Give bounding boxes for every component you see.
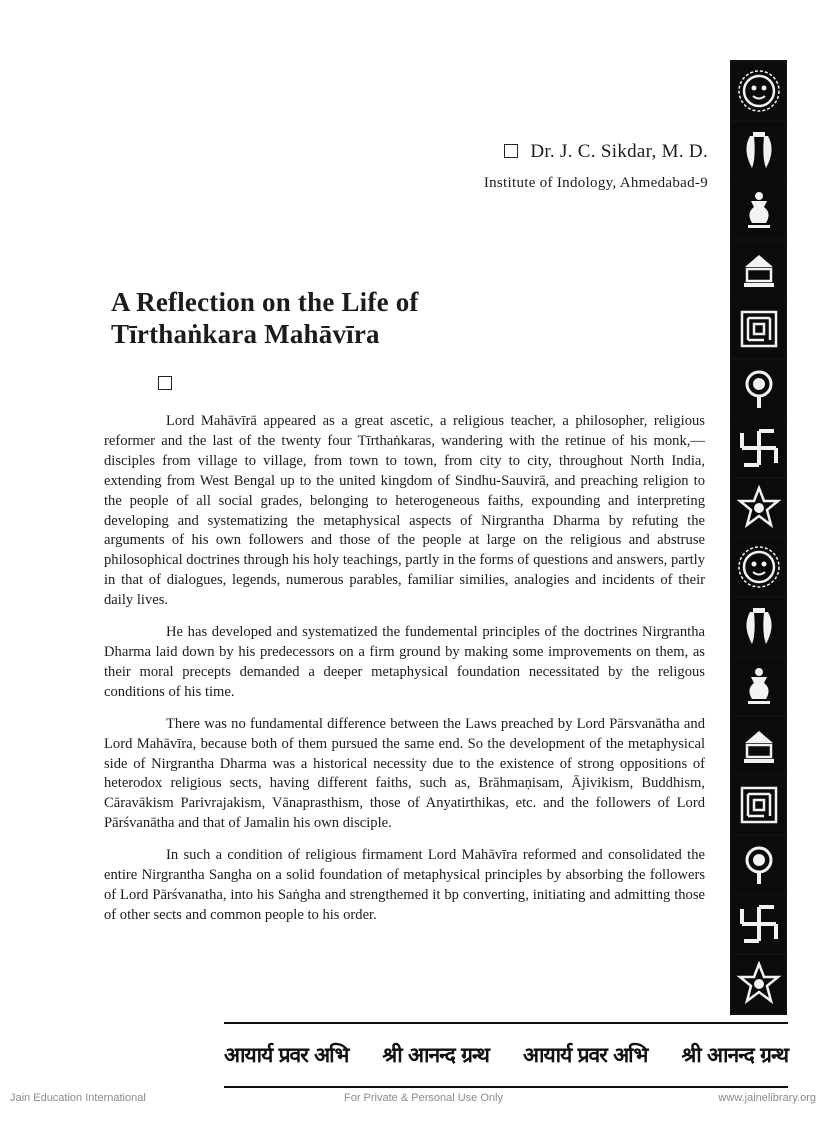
face-icon — [736, 68, 782, 114]
nandyavarta-icon — [736, 782, 782, 828]
paragraph: In such a condition of religious firmament Lord Mahāvīra reformed and consolidated the entire Nirgrantha Sangha on a solid foundation of metaphysical principles by absorbing the followers of Lord Pārśvanatha, into his Saṅgha and strengthemed it bp converting, initiating and admitting those of other sects and common people to his order. — [104, 847, 705, 923]
auspicious-symbols-border — [730, 60, 787, 1015]
author-name: Dr. J. C. Sikdar, M. D. — [530, 141, 708, 162]
border-tile — [732, 62, 785, 120]
banner-segment: आयार्य प्रवर अभि — [523, 1043, 648, 1067]
vase-icon — [736, 187, 782, 233]
banner-segment: श्री आनन्द ग्रन्थ — [681, 1043, 788, 1067]
author-line — [484, 141, 708, 163]
footer-left-text: Jain Education International — [10, 1092, 146, 1104]
paragraph: There was no fundamental difference between the Laws preached by Lord Pārsvanātha and Lord Mahāvīra, because both of them pursued the same end. So the development of the metaphysical side of Nirgrantha Dharma was a historical necessity due to the existence of strong oppositions of heterodox religious sects, having different faiths, such as, Brāhmaṇisam, Ājivikism, Buddhism, Cāravākism Parivrajakism, Vānaprasthism, those of Anyatirthikas, etc. and the followers of Lord Pārśvanātha and that of Jamalin his own disciple. — [104, 715, 705, 832]
title-line-2: Tīrthaṅkara Mahāvīra — [111, 319, 380, 349]
title-line-1: A Reflection on the Life of — [111, 287, 419, 317]
fish-pair-icon — [736, 128, 782, 174]
border-tile — [732, 181, 785, 239]
banner-segment: आयार्य प्रवर अभि — [224, 1043, 349, 1067]
border-tile — [732, 479, 785, 537]
star-icon — [736, 485, 782, 531]
paragraph: He has developed and systematized the fundemental principles of the doctrines Nirgrantha Dharma laid down by his predecessors on a firm ground by making some improvements on them, as their moral precepts demanded a deeper metaphysical foundation necessitated by the religous conditions of his time. — [104, 624, 705, 700]
border-tile — [732, 955, 785, 1013]
square-ornament-icon — [158, 376, 172, 390]
fish-pair-icon — [736, 604, 782, 650]
banner-segment: श्री आनन्द ग्रन्थ — [382, 1043, 489, 1067]
border-tile — [732, 300, 785, 358]
border-tile — [732, 241, 785, 299]
border-tile — [732, 776, 785, 834]
border-tile — [732, 895, 785, 953]
throne-icon — [736, 723, 782, 769]
paragraph: Lord Mahāvīrā appeared as a great ascetic, a religious teacher, a philosopher, religious reformer and the last of the twenty four Tīrthaṅkaras, wandering with the retinue of his monk,—disciples from village to village, from town to town, from city to city, throughout North India, extending from West Bengal up to the united kingdom of Sindhu-Sauvirā, and preaching religion to the people of all social grades, belonging to heterogeneous faiths, expounding and interpreting developing and systematizing the metaphysical aspects of Nirgrantha Dharma by refuting the arguments of his own followers and those of the people at large on the religious and abstruse philosophical doctrines through his holy teachings, partly in the forms of questions and answers, partly in that of dialogues, legends, numerous parables, familiar similies, analogies and incidents of their daily lives. — [104, 413, 705, 609]
throne-icon — [736, 247, 782, 293]
mirror-icon — [736, 366, 782, 412]
mirror-icon — [736, 842, 782, 888]
checkbox-square-icon — [504, 144, 518, 158]
author-block — [484, 141, 708, 192]
border-tile — [732, 836, 785, 894]
border-tile — [732, 360, 785, 418]
author-affiliation: Institute of Indology, Ahmedabad-9 — [483, 175, 708, 191]
border-tile — [732, 538, 785, 596]
swastika-icon — [736, 425, 782, 471]
vase-icon — [736, 663, 782, 709]
border-tile — [732, 122, 785, 180]
article-title — [111, 286, 419, 350]
footer-link[interactable]: www.jainelibrary.org — [718, 1092, 816, 1104]
article-body — [104, 412, 705, 938]
border-tile — [732, 419, 785, 477]
border-tile — [732, 717, 785, 775]
swastika-icon — [736, 901, 782, 947]
border-tile — [732, 657, 785, 715]
face-icon — [736, 544, 782, 590]
star-icon — [736, 961, 782, 1007]
footer-center-text: For Private & Personal Use Only — [344, 1092, 503, 1104]
nandyavarta-icon — [736, 306, 782, 352]
border-tile — [732, 598, 785, 656]
devanagari-banner — [224, 1022, 788, 1088]
